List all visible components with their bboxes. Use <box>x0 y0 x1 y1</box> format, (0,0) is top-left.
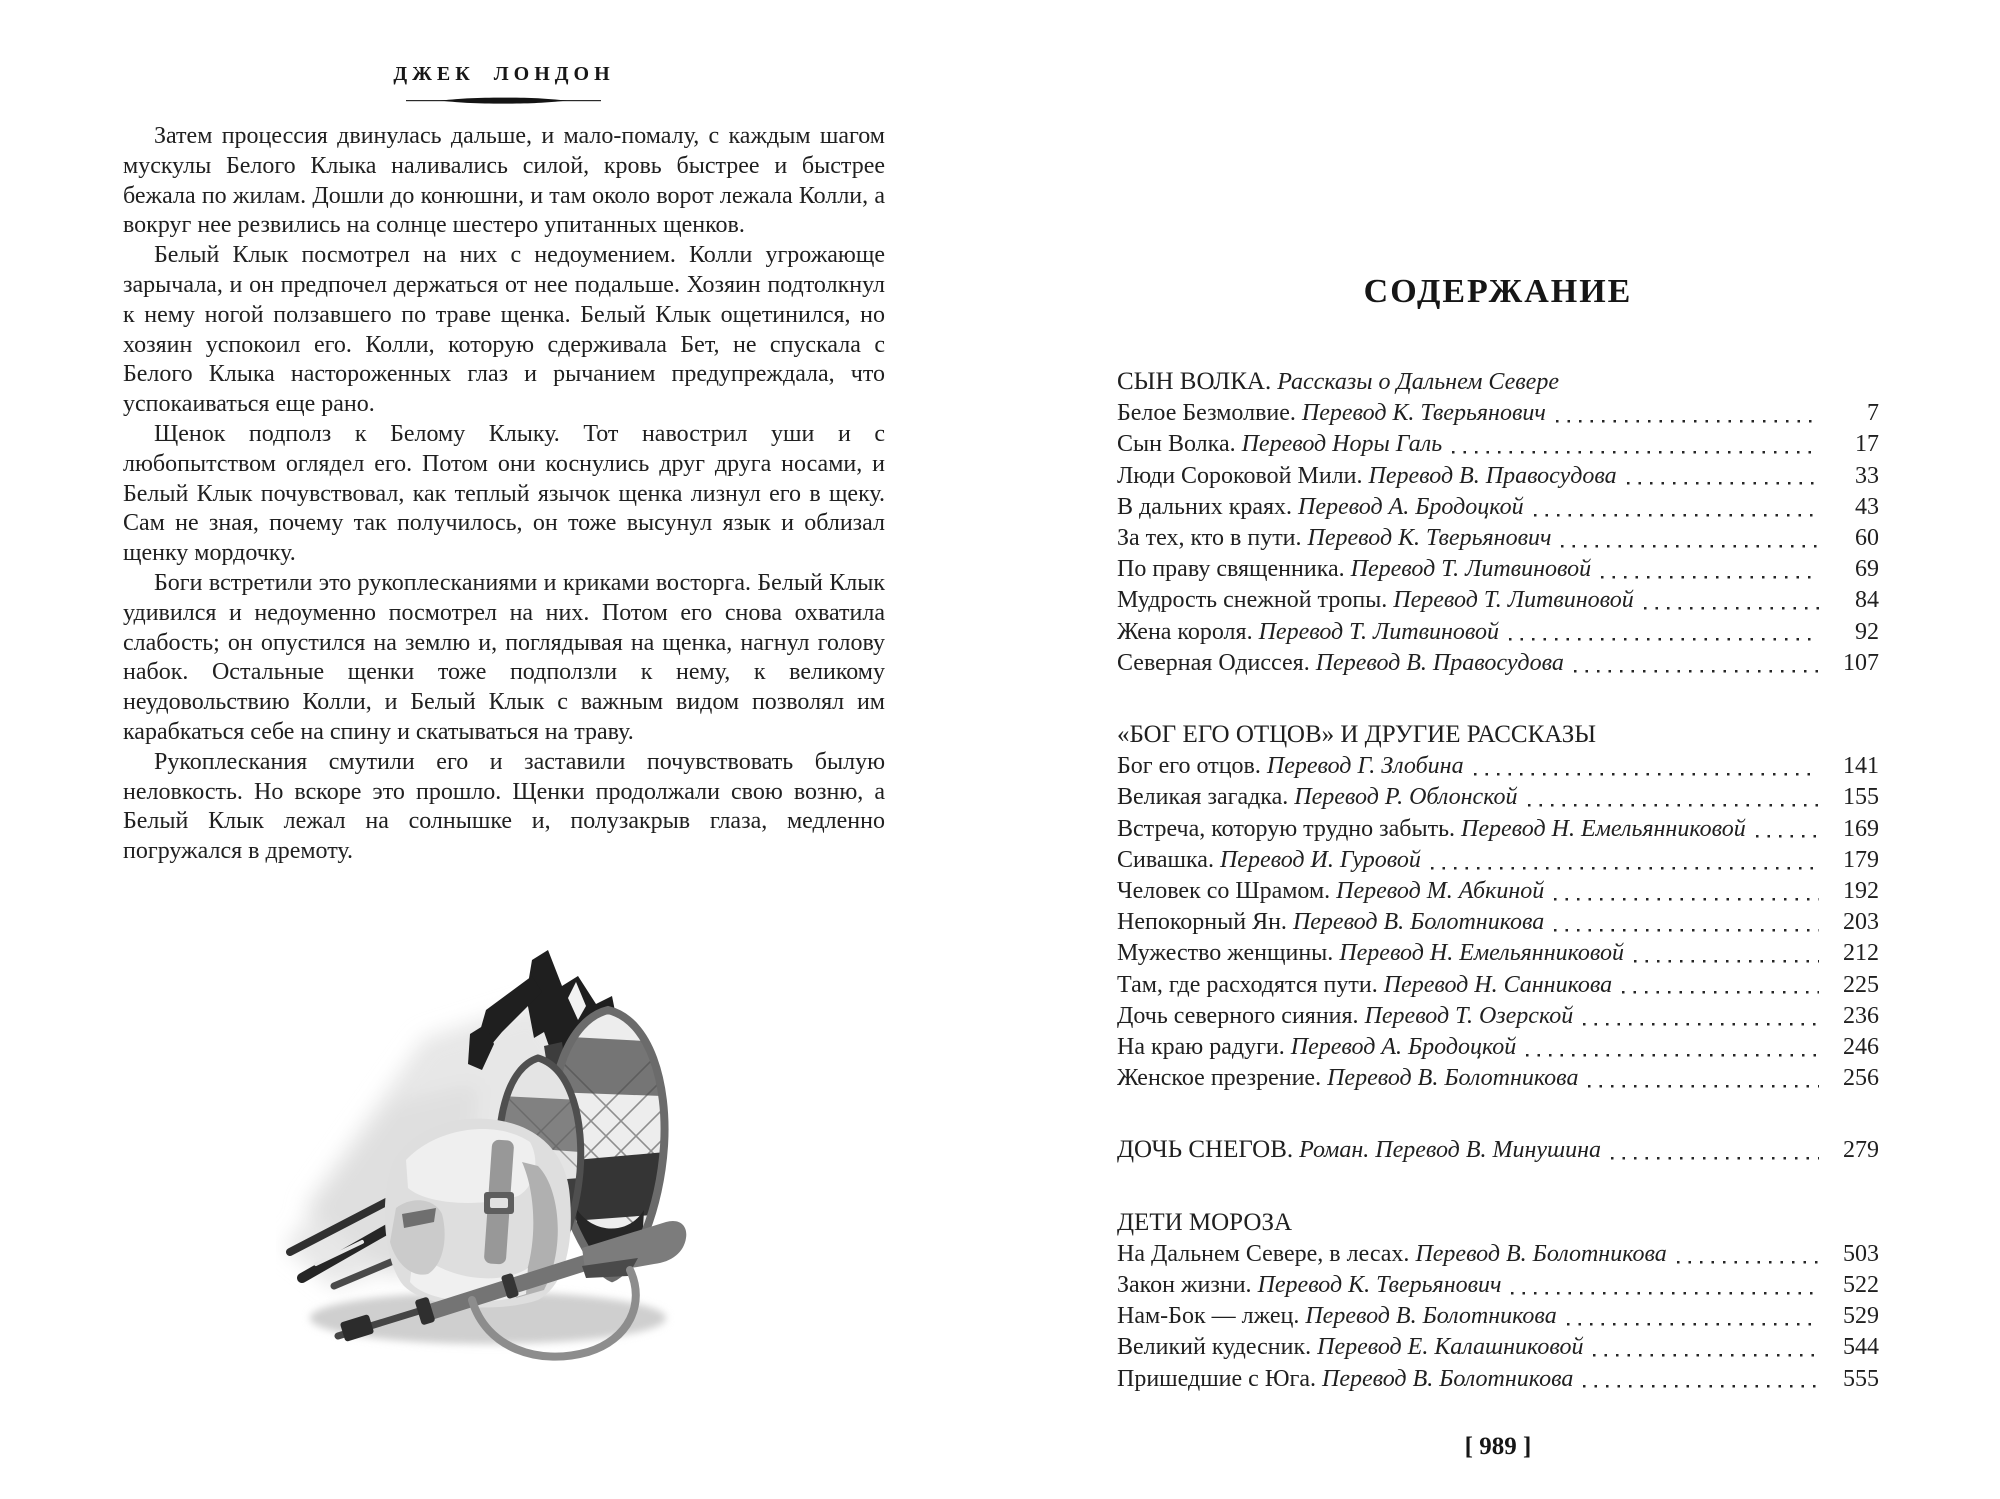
entry-text <box>1117 970 1612 1001</box>
dot-leader <box>1588 1063 1819 1094</box>
entry-title: Мужество женщины. <box>1117 940 1334 967</box>
dot-leader <box>1593 1332 1819 1363</box>
entry-text <box>1117 617 1499 648</box>
dot-leader <box>1431 845 1819 876</box>
entry-page-number: 246 <box>1843 1034 1879 1061</box>
toc-section <box>1117 1134 1879 1166</box>
entry-text <box>1117 1301 1557 1332</box>
entry-translator: Перевод А. Бродоцкой <box>1290 1034 1517 1061</box>
entry-translator: Перевод А. Бродоцкой <box>1298 493 1524 520</box>
dot-leader <box>1554 876 1819 907</box>
paragraph: Белый Клык посмотрел на них с недоумением. Колли угрожающе зарычала, и он предпочел держаться от нее подальше. Хозяин подтолкнул к нему ногой ползавшего по траве щенка. Белый Клык ощетинился, но хозяин успокоил его. Колли, которую сдерживала Бет, не спускала с Белого Клыка настороженных глаз и рычанием предупреждала, что успокаиваться еще рано. <box>123 242 885 418</box>
entry-page-number: 155 <box>1843 784 1879 811</box>
section-header-caps: «БОГ ЕГО ОТЦОВ» И ДРУГИЕ РАССКАЗЫ <box>1117 721 1597 749</box>
section-header <box>1117 1207 1879 1239</box>
entry-text <box>1117 1032 1516 1063</box>
entry-title: Сивашка. <box>1117 846 1214 873</box>
entry-translator: Перевод Т. Литвиновой <box>1350 556 1592 583</box>
entry-text <box>1117 492 1524 523</box>
toc-entry <box>1117 1001 1879 1032</box>
toc-entry <box>1117 523 1879 554</box>
toc-section <box>1117 366 1879 679</box>
entry-page-number: 279 <box>1843 1137 1879 1164</box>
entry-translator: Перевод Т. Озерской <box>1364 1002 1574 1029</box>
entry-translator: Перевод Н. Емельянниковой <box>1339 940 1625 967</box>
entry-title: Мудрость снежной тропы. <box>1117 587 1388 614</box>
entry-text <box>1117 429 1442 460</box>
toc-entry <box>1117 429 1879 460</box>
dot-leader <box>1622 970 1819 1001</box>
entry-translator: Перевод Норы Галь <box>1241 431 1443 458</box>
entry-text <box>1117 751 1464 782</box>
entry-translator: Роман. Перевод В. Минушина <box>1299 1137 1602 1164</box>
dot-leader <box>1554 907 1819 938</box>
dot-leader <box>1452 429 1819 460</box>
dot-leader <box>1561 523 1819 554</box>
entry-page-number: 522 <box>1843 1272 1879 1299</box>
toc-entry <box>1117 1332 1879 1363</box>
entry-title: Встреча, которую трудно забыть. <box>1117 815 1456 842</box>
dot-leader <box>1567 1301 1819 1332</box>
entry-title: Сын Волка. <box>1117 431 1236 458</box>
entry-translator: Перевод Т. Литвиновой <box>1258 618 1499 645</box>
entry-title: Великий кудесник. <box>1117 1334 1312 1361</box>
toc-sections <box>1117 366 1879 1395</box>
entry-translator: Перевод В. Болотникова <box>1327 1065 1579 1092</box>
entry-translator: Перевод Е. Калашниковой <box>1317 1334 1584 1361</box>
entry-text <box>1117 845 1421 876</box>
entry-translator: Перевод Т. Литвиновой <box>1393 587 1634 614</box>
dot-leader <box>1574 648 1819 679</box>
entry-text <box>1117 782 1518 813</box>
toc-entry <box>1117 970 1879 1001</box>
entry-translator: Перевод В. Болотникова <box>1305 1303 1557 1330</box>
entry-text <box>1117 461 1617 492</box>
section-header <box>1117 719 1879 751</box>
entry-translator: Перевод К. Тверьянович <box>1301 400 1546 427</box>
illustration-camp-gear <box>276 946 712 1378</box>
toc-entry <box>1117 1134 1879 1166</box>
dot-leader <box>1526 1032 1819 1063</box>
entry-text <box>1117 554 1591 585</box>
entry-title: Закон жизни. <box>1117 1272 1252 1299</box>
dot-leader <box>1601 554 1819 585</box>
toc-entry <box>1117 1032 1879 1063</box>
entry-text <box>1117 1063 1578 1094</box>
toc-entry <box>1117 782 1879 813</box>
dot-leader <box>1511 1270 1819 1301</box>
table-of-contents <box>1117 272 1879 1462</box>
entry-text <box>1117 648 1564 679</box>
toc-entry <box>1117 1063 1879 1094</box>
toc-entry <box>1117 1239 1879 1270</box>
entry-translator: Перевод М. Абкиной <box>1336 878 1545 905</box>
header-ornament <box>406 96 601 105</box>
toc-entry <box>1117 492 1879 523</box>
entry-page-number: 544 <box>1843 1334 1879 1361</box>
entry-title: Непокорный Ян. <box>1117 909 1287 936</box>
dot-leader <box>1583 1364 1819 1395</box>
entry-translator: Перевод И. Гуровой <box>1219 846 1421 873</box>
entry-title: Люди Сороковой Мили. <box>1117 462 1363 489</box>
dot-leader <box>1556 398 1819 429</box>
entry-page-number: 192 <box>1843 878 1879 905</box>
entry-title: Пришедшие с Юга. <box>1117 1365 1316 1392</box>
entry-title: По праву священника. <box>1117 556 1345 583</box>
entry-text <box>1117 907 1544 938</box>
entry-translator: Перевод В. Болотникова <box>1415 1240 1667 1267</box>
section-header-subtitle: Рассказы о Дальнем Севере <box>1277 369 1559 395</box>
paragraph: Щенок подполз к Белому Клыку. Тот навострил уши и с любопытством оглядел его. Потом они коснулись друг друга носами, и Белый Клык почувствовал, как теплый язычок щенка лизнул его в щеку. Сам не зная, почему так получилось, он тоже высунул язык и облизал щенку мордочку. <box>123 420 885 567</box>
entry-page-number: 225 <box>1843 971 1879 998</box>
body-text <box>123 122 885 867</box>
paragraph: Рукоплескания смутили его и заставили почувствовать былую неловкость. Но вскоре это прошло. Щенки продолжали свою возню, а Белый Клык лежал на солнышке и, полузакрыв глаза, медленно погружался в дремоту. <box>123 748 885 865</box>
entry-title: Северная Одиссея. <box>1117 649 1310 676</box>
paragraph: Затем процессия двинулась дальше, и мало-помалу, с каждым шагом мускулы Белого Клыка наливались силой, кровь быстрее и быстрее бежала по жилам. Дошли до конюшни, и там около ворот лежала Колли, а вокруг нее резвились на солнце шестеро упитанных щенков. <box>123 123 885 239</box>
entry-text <box>1117 1239 1667 1270</box>
entry-text <box>1117 1364 1573 1395</box>
entry-page-number: 107 <box>1843 649 1879 676</box>
section-header-caps: СЫН ВОЛКА. <box>1117 368 1272 395</box>
entry-text <box>1117 398 1546 429</box>
entry-page-number: 555 <box>1843 1365 1879 1392</box>
entry-text <box>1117 585 1634 616</box>
entry-page-number: 503 <box>1843 1240 1879 1267</box>
entry-page-number: 141 <box>1843 753 1879 780</box>
toc-entry <box>1117 814 1879 845</box>
dot-leader <box>1677 1239 1819 1270</box>
entry-page-number: 236 <box>1843 1002 1879 1029</box>
entry-title: Бог его отцов. <box>1117 753 1261 780</box>
entry-text <box>1117 1001 1573 1032</box>
toc-entry <box>1117 751 1879 782</box>
entry-translator: Перевод Н. Санникова <box>1383 971 1613 998</box>
entry-title: Там, где расходятся пути. <box>1117 971 1378 998</box>
running-head: ДЖЕК ЛОНДОН <box>393 63 615 85</box>
toc-entry <box>1117 1364 1879 1395</box>
entry-text <box>1117 1270 1501 1301</box>
dot-leader <box>1534 492 1819 523</box>
toc-section <box>1117 719 1879 1094</box>
entry-title: Нам-Бок — лжец. <box>1117 1303 1300 1330</box>
entry-page-number: 17 <box>1855 431 1879 458</box>
dot-leader <box>1611 1134 1819 1166</box>
dot-leader <box>1644 585 1819 616</box>
entry-translator: Перевод К. Тверьянович <box>1257 1272 1502 1299</box>
entry-title: ДОЧЬ СНЕГОВ. <box>1117 1136 1294 1164</box>
entry-page-number: 60 <box>1855 525 1879 552</box>
entry-page-number: 203 <box>1843 909 1879 936</box>
entry-text <box>1117 876 1544 907</box>
section-header <box>1117 366 1879 398</box>
entry-page-number: 256 <box>1843 1065 1879 1092</box>
dot-leader <box>1756 814 1819 845</box>
entry-page-number: 69 <box>1855 556 1879 583</box>
entry-title: Белое Безмолвие. <box>1117 400 1296 427</box>
entry-page-number: 212 <box>1843 940 1879 967</box>
entry-text <box>1117 1332 1583 1363</box>
section-header-caps: ДЕТИ МОРОЗА <box>1117 1208 1293 1236</box>
entry-title: За тех, кто в пути. <box>1117 525 1302 552</box>
entry-title: Женское презрение. <box>1117 1065 1322 1092</box>
toc-entry <box>1117 554 1879 585</box>
entry-text <box>1117 523 1551 554</box>
dot-leader <box>1474 751 1819 782</box>
entry-translator: Перевод В. Болотникова <box>1292 909 1545 936</box>
toc-entry <box>1117 876 1879 907</box>
entry-title: В дальних краях. <box>1117 493 1293 520</box>
entry-page-number: 92 <box>1855 618 1879 645</box>
entry-translator: Перевод В. Правосудова <box>1315 649 1564 676</box>
paragraph: Боги встретили это рукоплесканиями и криками восторга. Белый Клык удивился и недоуменно посмотрел на них. Потом его снова охватила слабость; он опустился на землю и, поглядывая на щенка, нагнул голову набок. Остальные щенки тоже подползли к нему, к великому неудовольствию Колли, и Белый Клык с важным видом позволял им карабкаться себе на спину и скатываться на траву. <box>123 569 885 745</box>
toc-entry <box>1117 845 1879 876</box>
toc-entry <box>1117 1270 1879 1301</box>
page-number: [ 989 ] <box>1464 1432 1532 1460</box>
entry-title: Великая загадка. <box>1117 784 1289 811</box>
entry-translator: Перевод Г. Злобина <box>1266 753 1464 780</box>
entry-page-number: 529 <box>1843 1303 1879 1330</box>
entry-translator: Перевод В. Болотникова <box>1322 1365 1574 1392</box>
toc-entry <box>1117 1301 1879 1332</box>
toc-entry <box>1117 617 1879 648</box>
dot-leader <box>1528 782 1819 813</box>
toc-entry <box>1117 585 1879 616</box>
entry-page-number: 169 <box>1843 815 1879 842</box>
entry-page-number: 43 <box>1855 493 1879 520</box>
dot-leader <box>1509 617 1819 648</box>
entry-title: Человек со Шрамом. <box>1117 878 1331 905</box>
dot-leader <box>1627 461 1819 492</box>
entry-translator: Перевод К. Тверьянович <box>1307 525 1552 552</box>
entry-text <box>1117 938 1624 969</box>
entry-translator: Перевод Н. Емельянниковой <box>1461 815 1746 842</box>
toc-entry <box>1117 907 1879 938</box>
entry-translator: Перевод Р. Облонской <box>1294 784 1518 811</box>
entry-page-number: 7 <box>1867 400 1879 427</box>
toc-entry <box>1117 648 1879 679</box>
dot-leader <box>1634 938 1819 969</box>
toc-entry <box>1117 461 1879 492</box>
entry-title: На Дальнем Севере, в лесах. <box>1117 1240 1410 1267</box>
toc-entry <box>1117 398 1879 429</box>
dot-leader <box>1583 1001 1819 1032</box>
toc-section <box>1117 1207 1879 1395</box>
entry-text <box>1117 1134 1601 1166</box>
entry-translator: Перевод В. Правосудова <box>1368 462 1617 489</box>
entry-title: Жена короля. <box>1117 618 1253 645</box>
entry-title: На краю радуги. <box>1117 1034 1285 1061</box>
toc-entry <box>1117 938 1879 969</box>
entry-page-number: 179 <box>1843 846 1879 873</box>
entry-page-number: 84 <box>1855 587 1879 614</box>
entry-text <box>1117 814 1746 845</box>
entry-page-number: 33 <box>1855 462 1879 489</box>
toc-title: СОДЕРЖАНИЕ <box>1363 273 1633 310</box>
entry-title: Дочь северного сияния. <box>1117 1002 1359 1029</box>
